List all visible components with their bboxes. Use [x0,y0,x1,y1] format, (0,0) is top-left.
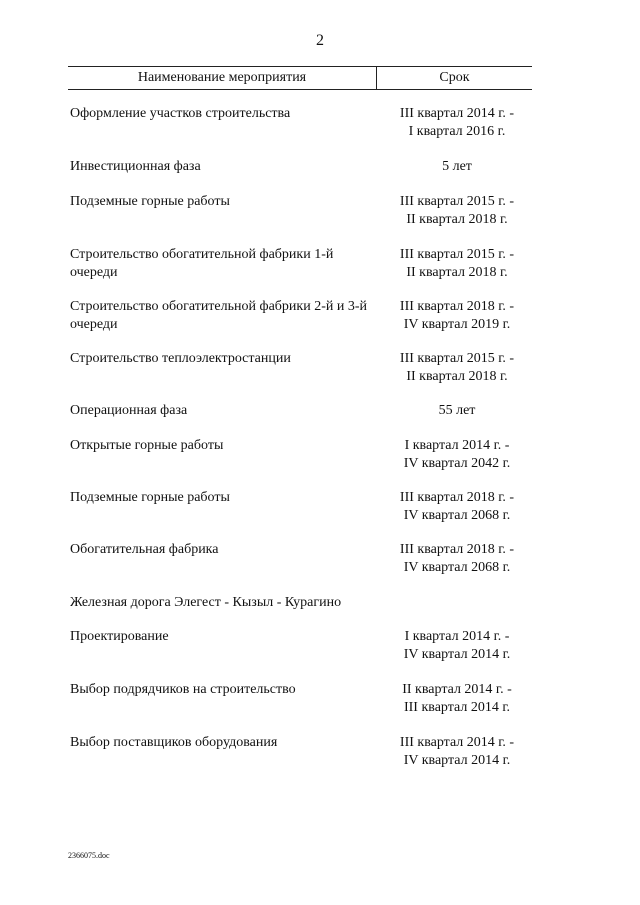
row-name: Операционная фаза [70,403,188,418]
term-start: III квартал 2015 г. - [399,351,515,366]
term-start: III квартал 2015 г. - [399,247,515,262]
term-end: IV квартал 2014 г. [403,647,511,662]
term-end: IV квартал 2068 г. [403,508,511,523]
term-start: 5 лет [442,159,472,174]
row-name: Оформление участков строительства [70,106,291,121]
term-start: I квартал 2014 г. - [404,629,510,644]
row-term [378,298,536,334]
row-term [378,489,536,525]
row-name: Инвестиционная фаза [70,159,201,174]
row-name: Подземные горные работы [70,194,230,209]
row-name: Строительство обогатительной фабрики 2-й и 3-й очереди [70,299,367,332]
row-term [378,734,536,770]
term-end: II квартал 2018 г. [406,369,508,384]
term-start: III квартал 2015 г. - [399,194,515,209]
page-number: 2 [316,32,324,49]
term-end: IV квартал 2014 г. [403,753,511,768]
term-end: I квартал 2016 г. [408,124,506,139]
row-term [378,105,536,141]
term-start: III квартал 2018 г. - [399,299,515,314]
row-name: Подземные горные работы [70,490,230,505]
row-name: Железная дорога Элегест - Кызыл - Курагино [70,595,342,610]
term-start: II квартал 2014 г. - [402,682,512,697]
row-name: Выбор поставщиков оборудования [70,735,278,750]
row-term [378,541,536,577]
term-start: III квартал 2018 г. - [399,542,515,557]
term-end: II квартал 2018 г. [406,212,508,227]
row-name: Обогатительная фабрика [70,542,219,557]
row-name: Открытые горные работы [70,438,224,453]
term-end: II квартал 2018 г. [406,265,508,280]
row-term [378,246,536,282]
term-end: IV квартал 2042 г. [403,456,511,471]
term-end: IV квартал 2019 г. [403,317,511,332]
term-end: IV квартал 2068 г. [403,560,511,575]
term-start: III квартал 2018 г. - [399,490,515,505]
row-term [378,681,536,717]
row-term [378,350,536,386]
header-name: Наименование мероприятия [137,70,307,85]
document-code: 2366075.doc [68,851,110,860]
row-term [378,628,536,664]
row-name: Строительство теплоэлектростанции [70,351,291,366]
row-name: Выбор подрядчиков на строительство [70,682,296,697]
row-term [378,158,536,176]
row-term [378,402,536,420]
term-start: I квартал 2014 г. - [404,438,510,453]
term-start: III квартал 2014 г. - [399,106,515,121]
term-start: 55 лет [438,403,476,418]
row-name: Строительство обогатительной фабрики 1-й очереди [70,247,334,280]
row-term [378,193,536,229]
term-end: III квартал 2014 г. [403,700,511,715]
row-term [378,437,536,473]
header-term: Срок [439,70,470,85]
term-start: III квартал 2014 г. - [399,735,515,750]
row-name: Проектирование [70,629,169,644]
table-header [68,66,532,90]
